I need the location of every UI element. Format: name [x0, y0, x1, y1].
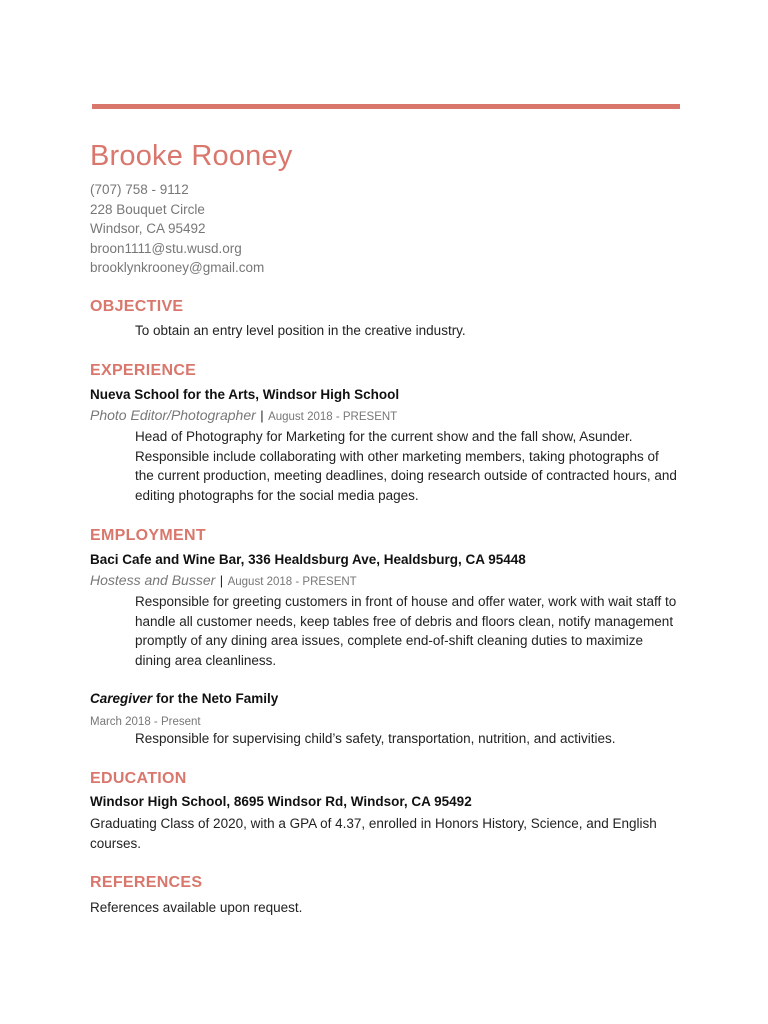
- experience-dates: August 2018 - PRESENT: [268, 411, 398, 423]
- employment-role-line: [90, 572, 357, 590]
- header-accent-rule: [92, 104, 680, 109]
- experience-heading: EXPERIENCE: [90, 362, 197, 379]
- employment-dates: August 2018 - PRESENT: [227, 576, 357, 588]
- caregiver-role-title: Caregiver: [90, 691, 153, 706]
- experience-description: Head of Photography for Marketing for the current show and the fall show, Asunder. Responsible include collaborating with other marketing members, taking photographs of the current production, meeting deadlines, doing research outside of contracted hours, and editing photographs for the social media pages.: [135, 429, 677, 503]
- caregiver-organization-suffix: for the Neto Family: [152, 691, 279, 706]
- experience-separator: |: [260, 408, 264, 423]
- objective-heading: OBJECTIVE: [90, 298, 184, 315]
- caregiver-description: Responsible for supervising child’s safety, transportation, nutrition, and activities.: [135, 731, 616, 746]
- objective-text: To obtain an entry level position in the creative industry.: [135, 323, 466, 338]
- contact-school-email: broon1111@stu.wusd.org: [90, 240, 242, 256]
- experience-role-line: [90, 407, 397, 425]
- caregiver-organization: [90, 691, 278, 706]
- employment-description: Responsible for greeting customers in front of house and offer water, work with wait staff to handle all customer needs, keep tables free of debris and floors clean, notify management promptly of any dining area issues, complete end-of-shift cleaning duties to maximize dining area cleanliness.: [135, 594, 677, 668]
- candidate-name: Brooke Rooney: [90, 140, 293, 172]
- education-heading: EDUCATION: [90, 770, 187, 787]
- education-school: Windsor High School, 8695 Windsor Rd, Windsor, CA 95492: [90, 794, 472, 809]
- employment-separator: |: [219, 573, 224, 588]
- employment-heading: EMPLOYMENT: [90, 527, 206, 544]
- contact-street: 228 Bouquet Circle: [90, 201, 205, 217]
- education-description: Graduating Class of 2020, with a GPA of 4.37, enrolled in Honors History, Science, and English courses.: [90, 816, 657, 851]
- contact-block: [90, 180, 264, 278]
- experience-role: Photo Editor/Photographer: [90, 407, 256, 423]
- references-text: References available upon request.: [90, 900, 303, 915]
- contact-phone: (707) 758 - 9112: [90, 182, 189, 197]
- caregiver-dates: March 2018 - Present: [90, 716, 201, 728]
- references-heading: REFERENCES: [90, 874, 203, 891]
- contact-city: Windsor, CA 95492: [90, 221, 206, 236]
- experience-organization: Nueva School for the Arts, Windsor High School: [90, 387, 400, 402]
- caregiver-date-line: [90, 712, 201, 730]
- employment-role: Hostess and Busser: [90, 572, 216, 588]
- contact-personal-email: brooklynkrooney@gmail.com: [90, 260, 265, 275]
- employment-organization: Baci Cafe and Wine Bar, 336 Healdsburg Ave, Healdsburg, CA 95448: [90, 552, 526, 567]
